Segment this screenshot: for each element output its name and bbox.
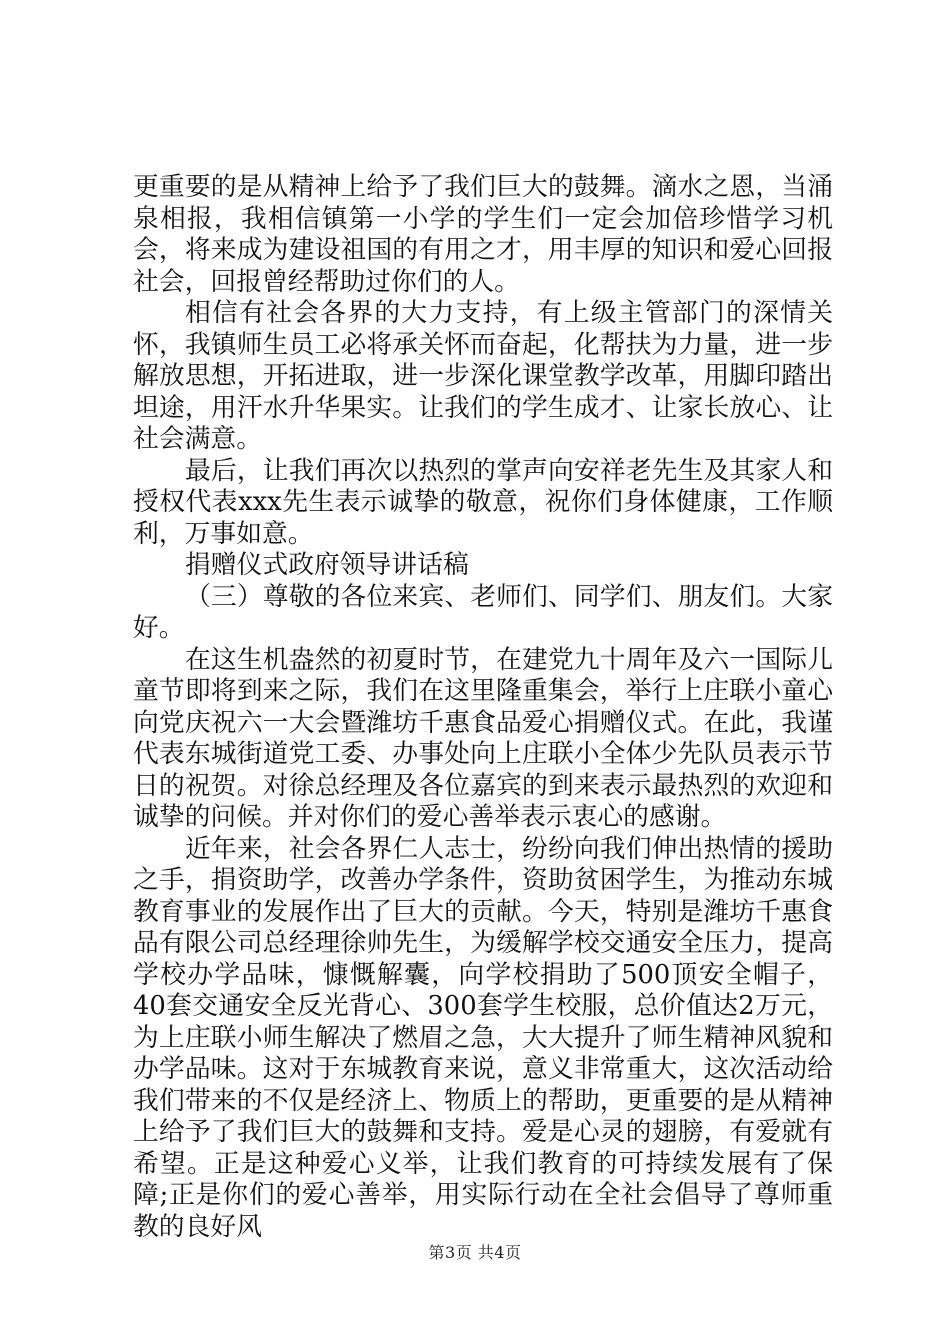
paragraph-1: 更重要的是从精神上给予了我们巨大的鼓舞。滴水之恩，当涌泉相报，我相信镇第一小学的学生们一定会加倍珍惜学习机会，将来成为建设祖国的有用之才，用丰厚的知识和爱心回报社会，回报曾经帮助过你们的人。 bbox=[133, 172, 833, 297]
section-title: 捐赠仪式政府领导讲话稿 bbox=[185, 550, 469, 580]
paragraph-2: 相信有社会各界的大力支持，有上级主管部门的深情关怀，我镇师生员工必将承关怀而奋起，化帮扶为力量，进一步解放思想，开拓进取，进一步深化课堂教学改革，用脚印踏出坦途，用汗水升华果实。让我们的学生成才、让家长放心、让社会满意。 bbox=[133, 298, 833, 454]
paragraph-5: 近年来，社会各界仁人志士，纷纷向我们伸出热情的援助之手，捐资助学，改善办学条件，资助贫困学生，为推动东城教育事业的发展作出了巨大的贡献。今天，特别是潍坊千惠食品有限公司总经理徐帅先生，为缓解学校交通安全压力，提高学校办学品味，慷慨解囊，向学校捐助了500顶安全帽子，40套交通安全反光背心、300套学生校服，总价值达2万元，为上庄联小师生解决了燃眉之急，大大提升了师生精神风貌和办学品味。这对于东城教育来说，意义非常重大，这次活动给我们带来的不仅是经济上、物质上的帮助，更重要的是从精神上给予了我们巨大的鼓舞和支持。爱是心灵的翅膀，有爱就有希望。正是这种爱心义举，让我们教育的可持续发展有了保障;正是你们的爱心善举，用实际行动在全社会倡导了尊师重教的良好风 bbox=[133, 833, 833, 1242]
paragraph-4: 在这生机盎然的初夏时节，在建党九十周年及六一国际儿童节即将到来之际，我们在这里隆重集会，举行上庄联小童心向党庆祝六一大会暨潍坊千惠食品爱心捐赠仪式。在此，我谨代表东城街道党工委、办事处向上庄联小全体少先队员表示节日的祝贺。对徐总经理及各位嘉宾的到来表示最热烈的欢迎和诚挚的问候。并对你们的爱心善举表示衷心的感谢。 bbox=[133, 644, 833, 832]
page-number-footer: 第3页 共4页 bbox=[428, 1243, 522, 1262]
document-body bbox=[133, 172, 833, 1243]
paragraph-greeting: （三）尊敬的各位来宾、老师们、同学们、朋友们。大家好。 bbox=[133, 581, 833, 643]
paragraph-3: 最后，让我们再次以热烈的掌声向安祥老先生及其家人和授权代表xxx先生表示诚挚的敬意，祝你们身体健康，工作顺利，万事如意。 bbox=[133, 455, 833, 549]
